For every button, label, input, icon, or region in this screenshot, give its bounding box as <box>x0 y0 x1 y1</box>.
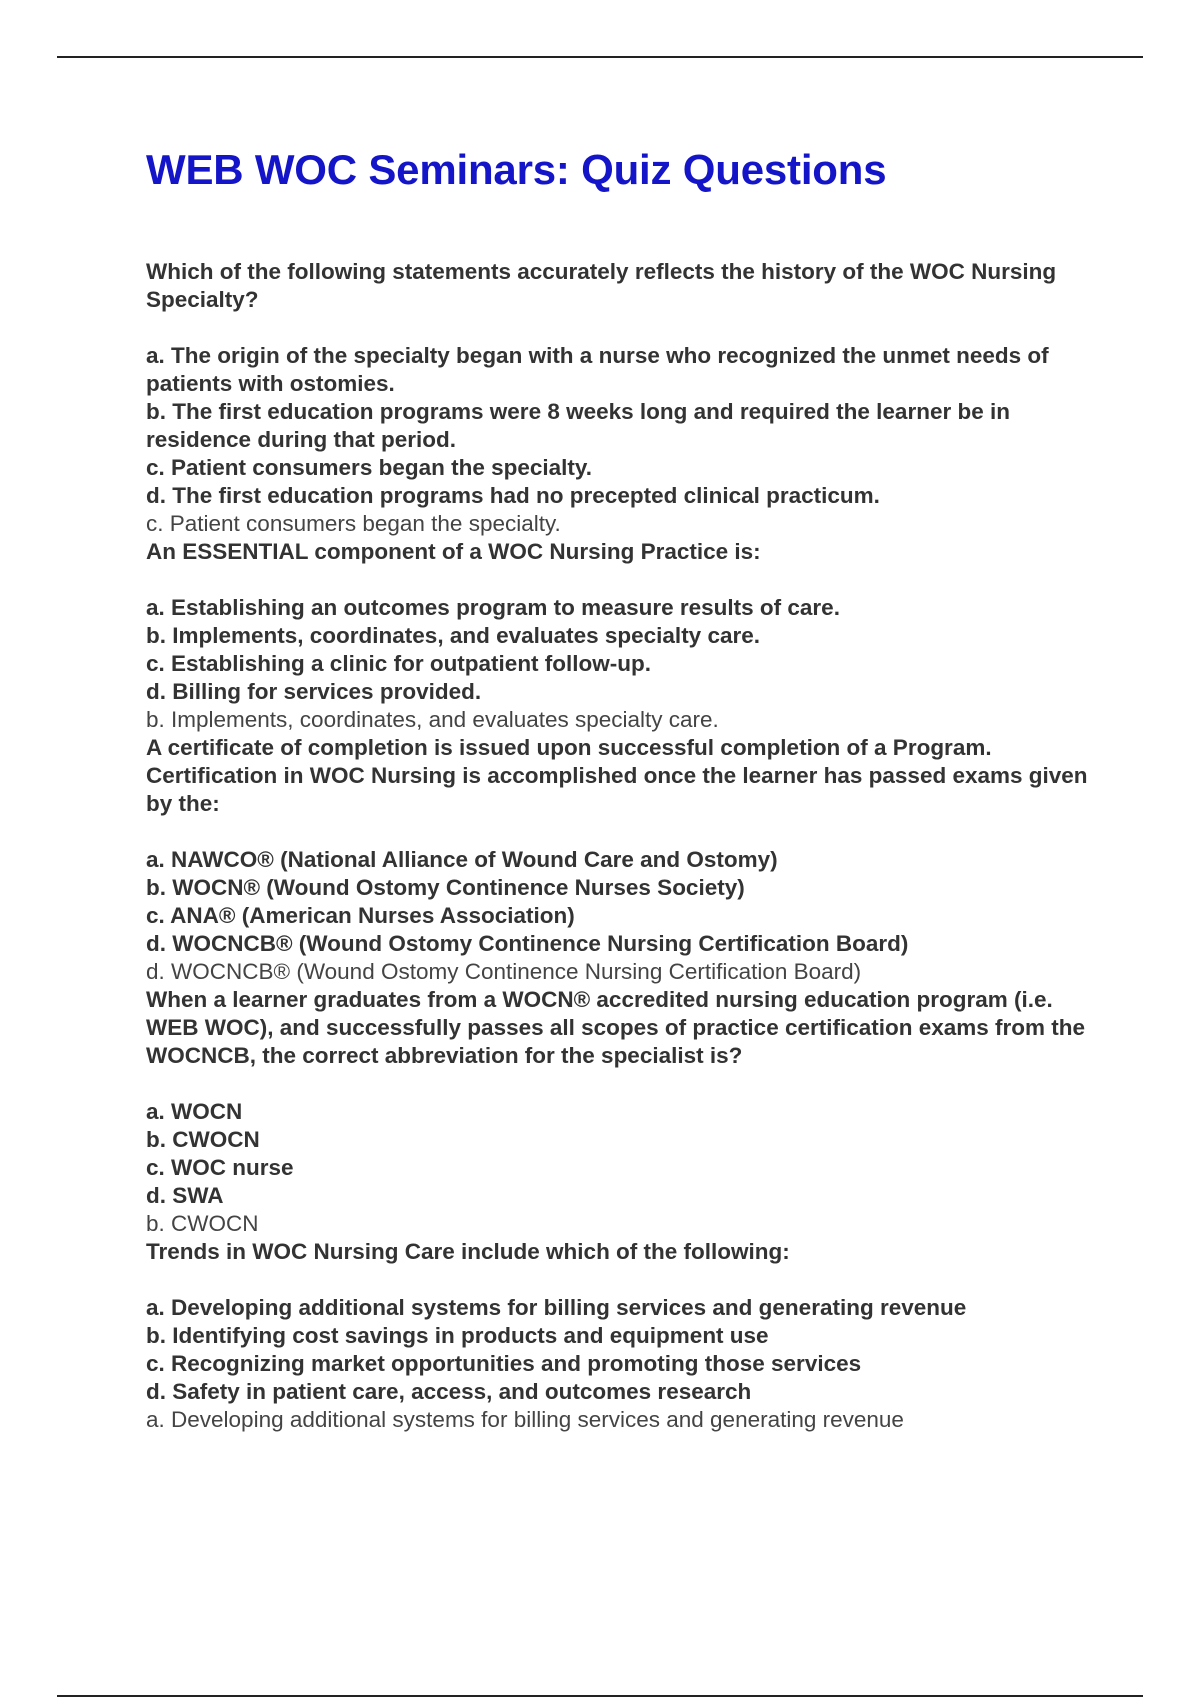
option-a: a. NAWCO® (National Alliance of Wound Care and Ostomy) <box>146 847 778 872</box>
question-4 <box>146 986 1106 1238</box>
question-2 <box>146 538 1106 734</box>
document-content <box>146 142 1106 1434</box>
option-list <box>146 342 1106 510</box>
option-c: c. ANA® (American Nurses Association) <box>146 903 575 928</box>
question-5 <box>146 1238 1106 1434</box>
question-3 <box>146 734 1106 986</box>
option-d: d. Billing for services provided. <box>146 679 482 704</box>
question-text: Which of the following statements accurately reflects the history of the WOC Nursing Specialty? <box>146 259 1057 312</box>
option-b: b. WOCN® (Wound Ostomy Continence Nurses Society) <box>146 875 745 900</box>
option-d: d. The first education programs had no precepted clinical practicum. <box>146 483 880 508</box>
option-a: a. Establishing an outcomes program to measure results of care. <box>146 595 840 620</box>
option-c: c. Establishing a clinic for outpatient follow-up. <box>146 651 652 676</box>
option-b: b. The first education programs were 8 weeks long and required the learner be in residence during that period. <box>146 399 1010 452</box>
answer-text: c. Patient consumers began the specialty. <box>146 511 561 536</box>
option-a: a. The origin of the specialty began with a nurse who recognized the unmet needs of patients with ostomies. <box>146 343 1049 396</box>
bottom-divider <box>57 1695 1143 1697</box>
answer-text: b. CWOCN <box>146 1211 259 1236</box>
question-1 <box>146 258 1106 538</box>
option-d: d. Safety in patient care, access, and outcomes research <box>146 1379 752 1404</box>
option-d: d. SWA <box>146 1183 224 1208</box>
option-a: a. Developing additional systems for billing services and generating revenue <box>146 1295 967 1320</box>
option-list <box>146 846 1106 958</box>
option-b: b. Identifying cost savings in products and equipment use <box>146 1323 769 1348</box>
option-b: b. CWOCN <box>146 1127 260 1152</box>
document-title: WEB WOC Seminars: Quiz Questions <box>146 146 887 193</box>
question-text: A certificate of completion is issued upon successful completion of a Program. Certification in WOC Nursing is accomplished once the learner has passed exams given by the: <box>146 735 1088 816</box>
question-text: An ESSENTIAL component of a WOC Nursing Practice is: <box>146 539 761 564</box>
option-list <box>146 1294 1106 1406</box>
option-c: c. Patient consumers began the specialty. <box>146 455 592 480</box>
option-d: d. WOCNCB® (Wound Ostomy Continence Nursing Certification Board) <box>146 931 909 956</box>
top-divider <box>57 56 1143 58</box>
option-c: c. Recognizing market opportunities and promoting those services <box>146 1351 862 1376</box>
question-text: When a learner graduates from a WOCN® accredited nursing education program (i.e. WEB WOC), and successfully passes all scopes of practice certification exams from the WOCNCB, the correct abbreviation for the specialist is? <box>146 987 1086 1068</box>
option-list <box>146 594 1106 706</box>
question-text: Trends in WOC Nursing Care include which of the following: <box>146 1239 790 1264</box>
option-c: c. WOC nurse <box>146 1155 294 1180</box>
option-b: b. Implements, coordinates, and evaluates specialty care. <box>146 623 760 648</box>
answer-text: d. WOCNCB® (Wound Ostomy Continence Nursing Certification Board) <box>146 959 862 984</box>
option-list <box>146 1098 1106 1210</box>
answer-text: a. Developing additional systems for billing services and generating revenue <box>146 1407 904 1432</box>
answer-text: b. Implements, coordinates, and evaluates specialty care. <box>146 707 719 732</box>
option-a: a. WOCN <box>146 1099 243 1124</box>
